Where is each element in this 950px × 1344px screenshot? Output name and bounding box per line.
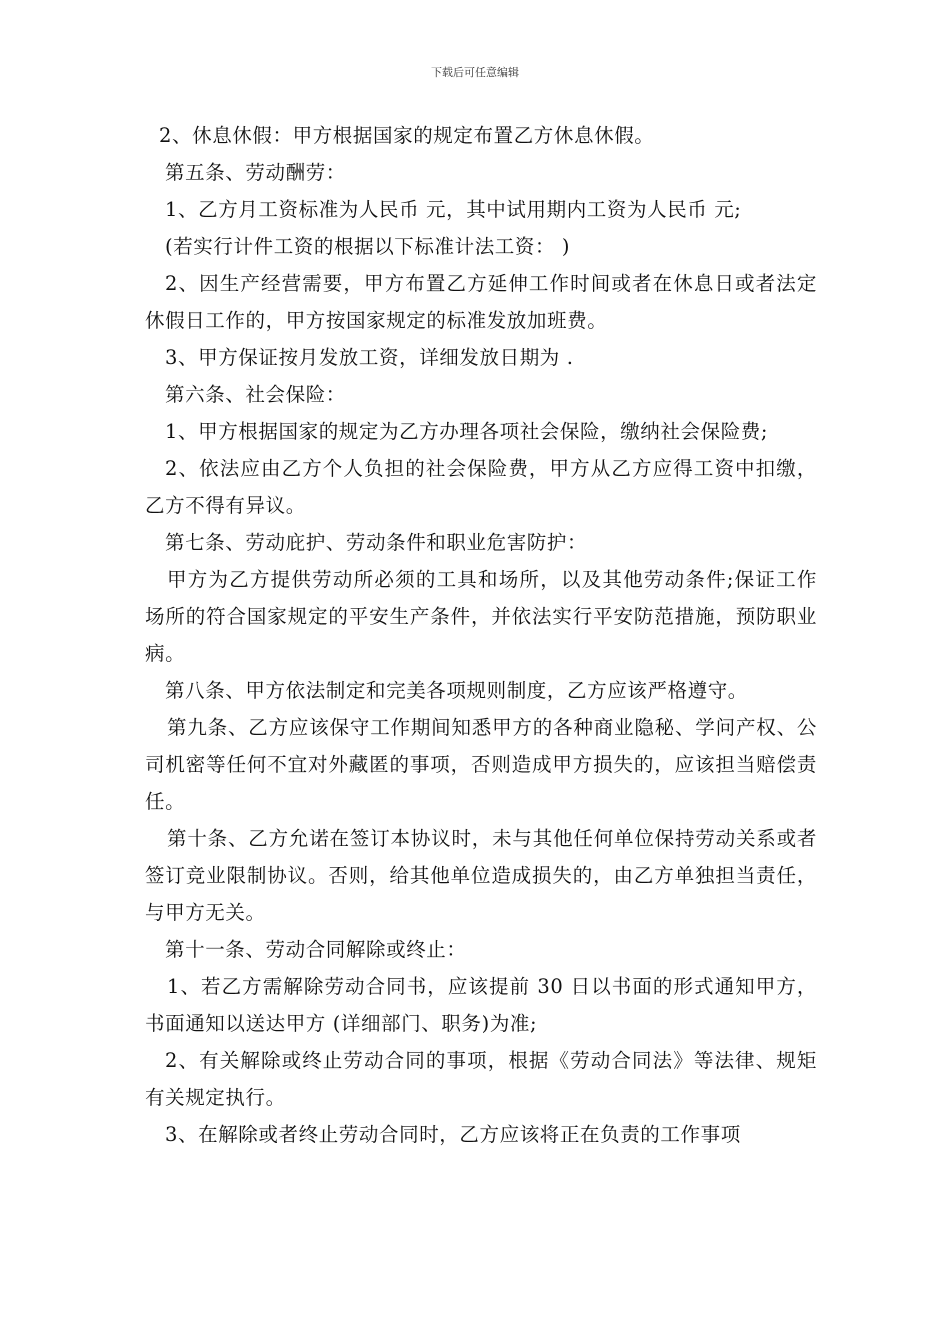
paragraph: 3、在解除或者终止劳动合同时，乙方应该将正在负责的工作事项	[165, 1123, 741, 1146]
paragraph: 第十一条、劳动合同解除或终止：	[165, 938, 467, 961]
paragraph: 2、有关解除或终止劳动合同的事项，根据《劳动合同法》等法律、规矩有关规定执行。	[145, 1049, 817, 1109]
paragraph: 第六条、社会保险：	[165, 383, 346, 406]
paragraph: 第九条、乙方应该保守工作期间知悉甲方的各种商业隐秘、学问产权、公司机密等任何不宜对外藏匿的事项，否则造成甲方损失的，应该担当赔偿责任。	[145, 716, 817, 813]
document-body	[145, 117, 817, 1153]
page-header-note: 下载后可任意编辑	[431, 66, 519, 79]
paragraph: 2、依法应由乙方个人负担的社会保险费，甲方从乙方应得工资中扣缴，乙方不得有异议。	[145, 457, 817, 517]
paragraph: 甲方为乙方提供劳动所必须的工具和场所，以及其他劳动条件;保证工作场所的符合国家规定的平安生产条件，并依法实行平安防范措施，预防职业病。	[145, 568, 817, 665]
paragraph: 1、若乙方需解除劳动合同书，应该提前 30 日以书面的形式通知甲方，书面通知以送达甲方 (详细部门、职务)为准;	[145, 975, 817, 1035]
paragraph: 1、乙方月工资标准为人民币 元，其中试用期内工资为人民币 元;	[165, 198, 742, 221]
paragraph: 第八条、甲方依法制定和完美各项规则制度，乙方应该严格遵守。	[165, 679, 748, 702]
paragraph: 第五条、劳动酬劳：	[165, 161, 346, 184]
paragraph: 1、甲方根据国家的规定为乙方办理各项社会保险，缴纳社会保险费;	[165, 420, 769, 443]
paragraph: 2、休息休假：甲方根据国家的规定布置乙方休息休假。	[159, 124, 655, 147]
paragraph: (若实行计件工资的根据以下标准计法工资： )	[165, 235, 571, 258]
paragraph: 第十条、乙方允诺在签订本协议时，未与其他任何单位保持劳动关系或者签订竞业限制协议。否则，给其他单位造成损失的，由乙方单独担当责任，与甲方无关。	[145, 827, 817, 924]
paragraph: 2、因生产经营需要，甲方布置乙方延伸工作时间或者在休息日或者法定休假日工作的，甲方按国家规定的标准发放加班费。	[145, 272, 817, 332]
paragraph: 第七条、劳动庇护、劳动条件和职业危害防护：	[165, 531, 588, 554]
paragraph: 3、甲方保证按月发放工资，详细发放日期为 .	[165, 346, 574, 369]
